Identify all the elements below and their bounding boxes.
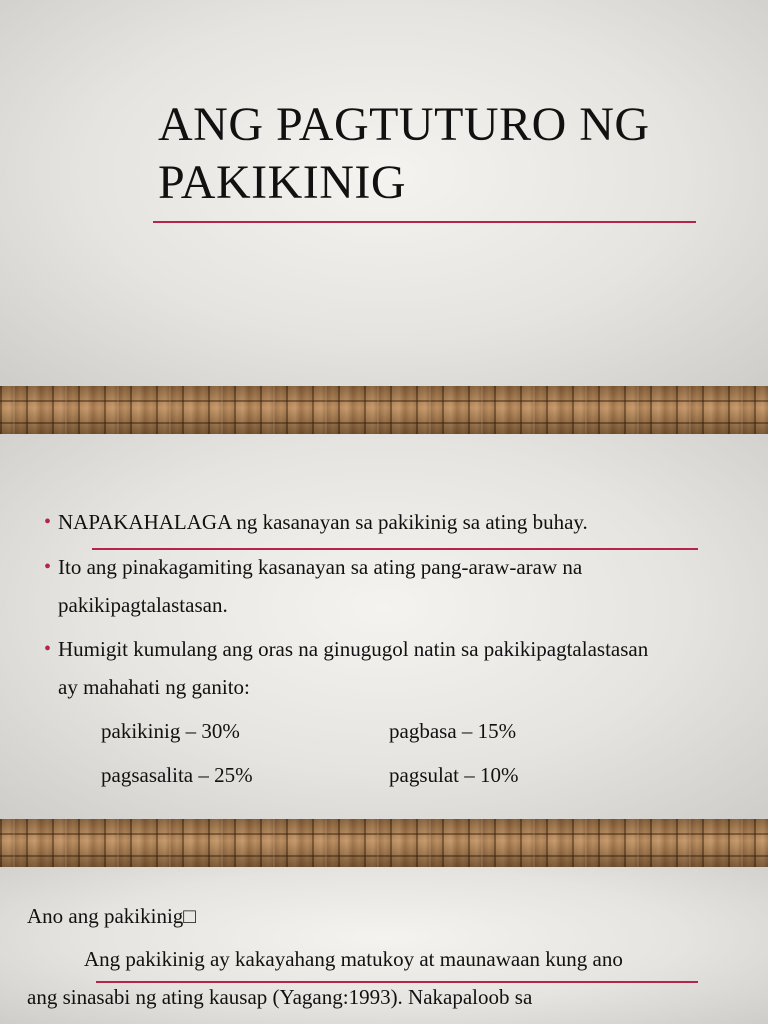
title-underline [153,221,696,223]
bullet-marker: • [44,511,52,533]
slide-title [0,0,768,386]
bullet-item-2 [44,548,704,624]
definition-heading: Ano ang pakikinig□ [27,904,196,928]
wood-floor-divider [0,386,768,434]
slide-bullets [0,434,768,819]
slide-title-line-1: ANG PAGTUTURO NG [158,98,650,151]
bullet-marker: • [44,556,52,578]
bullet-text: NAPAKAHALAGA ng kasanayan sa pakikinig sa ating buhay. [58,510,588,534]
bullet-text: Ito ang pinakagamiting kasanayan sa ating pang-araw-araw na pakikipagtalastasan. [58,555,583,617]
bullet-item-1 [44,503,744,541]
slide-title-line-2: PAKIKINIG [158,156,407,209]
wood-floor-divider [0,819,768,867]
bullet-marker: • [44,638,52,660]
bullet-text: Humigit kumulang ang oras na ginugugol natin sa pakikipagtalastasan ay mahahati ng ganito: [58,637,649,699]
stat-pakikinig: pakikinig – 30% [101,719,240,743]
stat-pagsasalita: pagsasalita – 25% [101,763,253,787]
stat-pagsulat: pagsulat – 10% [389,763,519,787]
slide-definition [0,867,768,1024]
bullet-item-3 [44,630,664,706]
definition-line-1: Ang pakikinig ay kakayahang matukoy at maunawaan kung ano [84,947,623,971]
stat-pagbasa: pagbasa – 15% [389,719,517,743]
definition-line-2: ang sinasabi ng ating kausap (Yagang:1993). Nakapaloob sa [27,985,533,1009]
